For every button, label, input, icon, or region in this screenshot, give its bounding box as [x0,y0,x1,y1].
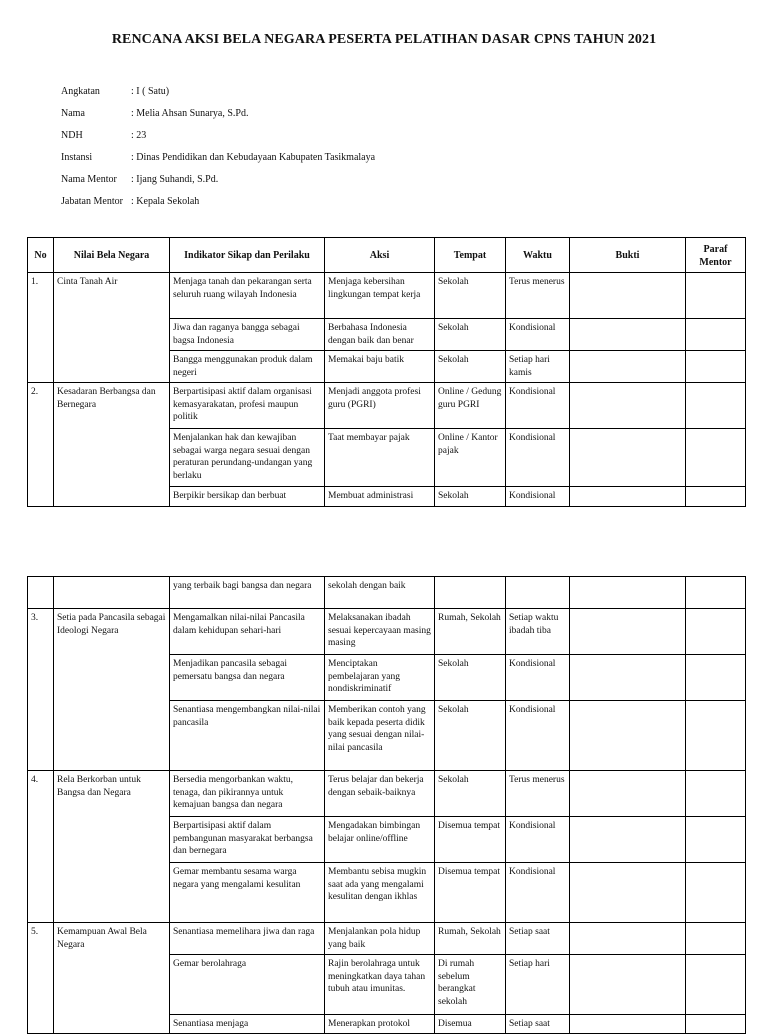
cell-aksi: Menjalankan pola hidup yang baik [325,923,435,955]
cell-waktu: Kondisional [506,319,570,351]
cell-waktu: Setiap hari [506,955,570,1015]
cell-bukti [570,923,686,955]
cell-waktu: Terus menerus [506,273,570,319]
cell-paraf [686,609,746,655]
cell-no: 4. [28,771,54,923]
cell-paraf [686,487,746,507]
cell-tempat: Rumah, Sekolah [435,609,506,655]
cell-waktu: Setiap waktu ibadah tiba [506,609,570,655]
cell-aksi: Membantu sebisa mugkin saat ada yang mengalami kesulitan dengan ikhlas [325,863,435,923]
cell-waktu: Kondisional [506,817,570,863]
table-body [28,273,746,507]
info-value-nama-mentor: : Ijang Suhandi, S.Pd. [131,174,219,185]
cell-tempat: Online / Gedung guru PGRI [435,383,506,429]
info-label-jabatan-mentor: Jabatan Mentor [61,196,123,207]
cell-nilai: Kemampuan Awal Bela Negara [54,923,170,1034]
cell-aksi: Rajin berolahraga untuk meningkatkan daya tahan tubuh atau imunitas. [325,955,435,1015]
cell-bukti [570,429,686,487]
cell-bukti [570,351,686,383]
cell-aksi: Menciptakan pembelajaran yang nondiskriminatif [325,655,435,701]
cell-waktu: Kondisional [506,429,570,487]
cell-tempat: Sekolah [435,319,506,351]
cell-aksi: sekolah dengan baik [325,577,435,609]
cell-waktu: Kondisional [506,487,570,507]
cell-paraf [686,923,746,955]
info-label-angkatan: Angkatan [61,86,100,97]
info-value-instansi: : Dinas Pendidikan dan Kebudayaan Kabupaten Tasikmalaya [131,152,376,163]
cell-indikator: Jiwa dan raganya bangga sebagai bagsa Indonesia [170,319,325,351]
cell-paraf [686,577,746,609]
cell-waktu: Kondisional [506,701,570,771]
cell-nilai [54,577,170,609]
cell-indikator: Menjaga tanah dan pekarangan serta seluruh ruang wilayah Indonesia [170,273,325,319]
cell-tempat: Rumah, Sekolah [435,923,506,955]
page-title: RENCANA AKSI BELA NEGARA PESERTA PELATIHAN DASAR CPNS TAHUN 2021 [111,32,657,47]
table-body [28,577,746,1034]
header-paraf: Paraf Mentor [686,238,746,273]
cell-bukti [570,577,686,609]
cell-aksi: Memberikan contoh yang baik kepada peserta didik yang sesuai dengan nilai-nilai pancasila [325,701,435,771]
info-value-nama: : Melia Ahsan Sunarya, S.Pd. [131,108,249,119]
cell-bukti [570,655,686,701]
info-label-nama: Nama [61,108,85,119]
table-row [28,771,746,817]
header-waktu: Waktu [506,238,570,273]
cell-tempat: Disemua tempat [435,817,506,863]
cell-bukti [570,955,686,1015]
cell-aksi: Menjadi anggota profesi guru (PGRI) [325,383,435,429]
cell-indikator: Senantiasa mengembangkan nilai-nilai pancasila [170,701,325,771]
cell-waktu: Setiap hari kamis [506,351,570,383]
info-label-instansi: Instansi [61,152,93,163]
cell-aksi: Melaksanakan ibadah sesuai kepercayaan masing masing [325,609,435,655]
cell-indikator: Menjadikan pancasila sebagai pemersatu bangsa dan negara [170,655,325,701]
cell-indikator: Senantiasa menjaga [170,1015,325,1034]
cell-paraf [686,351,746,383]
cell-indikator: Senantiasa memelihara jiwa dan raga [170,923,325,955]
table-row [28,383,746,429]
cell-aksi: Taat membayar pajak [325,429,435,487]
cell-aksi: Berbahasa Indonesia dengan baik dan benar [325,319,435,351]
cell-tempat: Online / Kantor pajak [435,429,506,487]
cell-aksi: Menerapkan protokol [325,1015,435,1034]
cell-tempat: Sekolah [435,273,506,319]
header-aksi: Aksi [325,238,435,273]
cell-tempat [435,577,506,609]
header-no: No [28,238,54,273]
table-row [28,923,746,955]
cell-aksi: Mengadakan bimbingan belajar online/offline [325,817,435,863]
cell-bukti [570,609,686,655]
header-tempat: Tempat [435,238,506,273]
cell-indikator: Bersedia mengorbankan waktu, tenaga, dan pikirannya untuk kemajuan bangsa dan negara [170,771,325,817]
cell-bukti [570,701,686,771]
cell-aksi: Memakai baju batik [325,351,435,383]
cell-indikator: Berpikir bersikap dan berbuat [170,487,325,507]
info-label-nama-mentor: Nama Mentor [61,174,117,185]
header-bukti: Bukti [570,238,686,273]
cell-paraf [686,701,746,771]
cell-indikator: Berpartisipasi aktif dalam organisasi kemasyarakatan, profesi maupun politik [170,383,325,429]
cell-no: 2. [28,383,54,507]
cell-aksi: Membuat administrasi [325,487,435,507]
cell-no: 5. [28,923,54,1034]
cell-bukti [570,383,686,429]
cell-bukti [570,817,686,863]
cell-aksi: Terus belajar dan bekerja dengan sebaik-baiknya [325,771,435,817]
cell-indikator: Gemar membantu sesama warga negara yang mengalami kesulitan [170,863,325,923]
cell-tempat: Di rumah sebelum berangkat sekolah [435,955,506,1015]
cell-paraf [686,955,746,1015]
cell-bukti [570,487,686,507]
header-indikator: Indikator Sikap dan Perilaku [170,238,325,273]
cell-paraf [686,817,746,863]
table-row [28,609,746,655]
cell-nilai: Rela Berkorban untuk Bangsa dan Negara [54,771,170,923]
cell-tempat: Sekolah [435,487,506,507]
cell-paraf [686,429,746,487]
header-nilai: Nilai Bela Negara [54,238,170,273]
table-header-row [28,238,746,273]
cell-no: 3. [28,609,54,771]
cell-paraf [686,863,746,923]
cell-bukti [570,863,686,923]
info-value-ndh: : 23 [131,130,147,141]
cell-indikator: Berpartisipasi aktif dalam pembangunan masyarakat berbangsa dan bernegara [170,817,325,863]
cell-nilai: Cinta Tanah Air [54,273,170,383]
table-row [28,273,746,319]
action-plan-table-1 [27,237,746,507]
cell-waktu: Terus menerus [506,771,570,817]
action-plan-table-2 [27,576,746,1034]
cell-tempat: Sekolah [435,655,506,701]
cell-waktu: Setiap saat [506,1015,570,1034]
cell-bukti [570,319,686,351]
cell-tempat: Disemua tempat [435,863,506,923]
cell-waktu: Kondisional [506,863,570,923]
cell-no: 1. [28,273,54,383]
cell-no [28,577,54,609]
cell-tempat: Sekolah [435,351,506,383]
cell-bukti [570,273,686,319]
cell-tempat: Sekolah [435,771,506,817]
cell-waktu: Kondisional [506,655,570,701]
cell-aksi: Menjaga kebersihan lingkungan tempat kerja [325,273,435,319]
cell-indikator: Bangga menggunakan produk dalam negeri [170,351,325,383]
cell-waktu: Kondisional [506,383,570,429]
cell-waktu [506,577,570,609]
cell-indikator: yang terbaik bagi bangsa dan negara [170,577,325,609]
cell-nilai: Kesadaran Berbangsa dan Bernegara [54,383,170,507]
cell-nilai: Setia pada Pancasila sebagai Ideologi Negara [54,609,170,771]
cell-paraf [686,771,746,817]
cell-indikator: Gemar berolahraga [170,955,325,1015]
table-row [28,577,746,609]
cell-paraf [686,273,746,319]
cell-paraf [686,383,746,429]
info-value-jabatan-mentor: : Kepala Sekolah [131,196,200,207]
cell-tempat: Disemua [435,1015,506,1034]
cell-indikator: Mengamalkan nilai-nilai Pancasila dalam kehidupan sehari-hari [170,609,325,655]
cell-paraf [686,319,746,351]
cell-bukti [570,771,686,817]
cell-paraf [686,655,746,701]
cell-tempat: Sekolah [435,701,506,771]
cell-waktu: Setiap saat [506,923,570,955]
info-value-angkatan: : I ( Satu) [131,86,170,97]
cell-indikator: Menjalankan hak dan kewajiban sebagai warga negara sesuai dengan peraturan perundang-undangan yang berlaku [170,429,325,487]
info-label-ndh: NDH [61,130,83,141]
